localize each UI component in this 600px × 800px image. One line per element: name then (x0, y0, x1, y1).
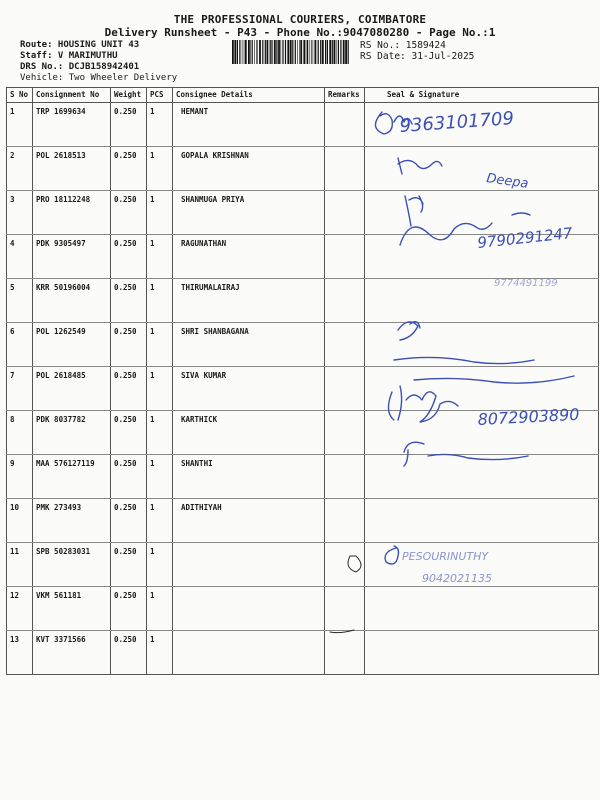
row-weight: 0.250 (111, 103, 147, 147)
row-seal-signature (365, 587, 599, 631)
staff-label: Staff: V MARIMUTHU (20, 51, 118, 61)
handwritten-name-row12: PESOURINUTHY (402, 550, 489, 563)
row-seal-signature (365, 543, 599, 587)
row-remarks (325, 147, 365, 191)
row-pcs: 1 (147, 411, 173, 455)
row-weight: 0.250 (111, 543, 147, 587)
row-consignment-no: PDK 9305497 (33, 235, 111, 279)
row-weight: 0.250 (111, 147, 147, 191)
row-consignee (173, 631, 325, 675)
row-remarks (325, 499, 365, 543)
row-consignee: THIRUMALAIRAJ (173, 279, 325, 323)
table-row (7, 147, 599, 191)
row-remarks (325, 279, 365, 323)
barcode (232, 40, 350, 64)
row-seal-signature (365, 191, 599, 235)
row-sno: 9 (7, 455, 33, 499)
row-sno: 6 (7, 323, 33, 367)
row-weight: 0.250 (111, 631, 147, 675)
row-pcs: 1 (147, 631, 173, 675)
table-row (7, 235, 599, 279)
row-remarks (325, 191, 365, 235)
row-weight: 0.250 (111, 191, 147, 235)
row-consignee: ADITHIYAH (173, 499, 325, 543)
row-consignee: KARTHICK (173, 411, 325, 455)
row-seal-signature (365, 147, 599, 191)
company-name: THE PROFESSIONAL COURIERS, COIMBATORE (173, 13, 427, 26)
row-sno: 8 (7, 411, 33, 455)
row-consignment-no: PDK 8037782 (33, 411, 111, 455)
row-remarks (325, 543, 365, 587)
row-pcs: 1 (147, 587, 173, 631)
handwritten-phone-row12: 9042021135 (422, 572, 492, 585)
row-consignee (173, 543, 325, 587)
row-sno: 5 (7, 279, 33, 323)
table-row (7, 191, 599, 235)
table-row (7, 455, 599, 499)
row-consignee: HEMANT (173, 103, 325, 147)
row-consignee: SHRI SHANBAGANA (173, 323, 325, 367)
row-consignment-no: VKM 561181 (33, 587, 111, 631)
row-sno: 3 (7, 191, 33, 235)
table-row (7, 323, 599, 367)
row-pcs: 1 (147, 455, 173, 499)
row-sno: 10 (7, 499, 33, 543)
row-remarks (325, 235, 365, 279)
rs-number: RS No.: 1589424 (360, 40, 446, 51)
row-consignment-no: PMK 273493 (33, 499, 111, 543)
row-sno: 13 (7, 631, 33, 675)
row-pcs: 1 (147, 191, 173, 235)
row-weight: 0.250 (111, 455, 147, 499)
row-remarks (325, 367, 365, 411)
runsheet-table (6, 87, 599, 675)
table-row (7, 103, 599, 147)
vehicle-type: Vehicle: Two Wheeler Delivery (20, 73, 178, 83)
table-row (7, 411, 599, 455)
handwritten-phone-row8: 8072903890 (477, 404, 580, 429)
table-row (7, 279, 599, 323)
row-consignee: RAGUNATHAN (173, 235, 325, 279)
row-sno: 12 (7, 587, 33, 631)
row-seal-signature (365, 411, 599, 455)
row-sno: 4 (7, 235, 33, 279)
row-seal-signature (365, 279, 599, 323)
row-remarks (325, 103, 365, 147)
row-consignment-no: POL 1262549 (33, 323, 111, 367)
handwritten-phone-row5: 9774491199 (494, 278, 558, 289)
col-header-pcs: PCS (147, 88, 173, 103)
row-consignee (173, 587, 325, 631)
row-seal-signature (365, 103, 599, 147)
row-consignee: SHANMUGA PRIYA (173, 191, 325, 235)
row-seal-signature (365, 499, 599, 543)
row-consignee: SHANTHI (173, 455, 325, 499)
table-row (7, 631, 599, 675)
handwritten-phone-row4: 9790291247 (476, 224, 574, 252)
handwritten-name-row2: Deepa (485, 171, 530, 192)
col-header-consignment: Consignment No (33, 88, 111, 103)
row-consignment-no: PRO 18112248 (33, 191, 111, 235)
row-consignment-no: KVT 3371566 (33, 631, 111, 675)
row-seal-signature (365, 631, 599, 675)
row-pcs: 1 (147, 543, 173, 587)
row-consignment-no: SPB 50283031 (33, 543, 111, 587)
row-weight: 0.250 (111, 279, 147, 323)
col-header-weight: Weight (111, 88, 147, 103)
table-row (7, 367, 599, 411)
row-pcs: 1 (147, 235, 173, 279)
table-row (7, 499, 599, 543)
row-weight: 0.250 (111, 367, 147, 411)
col-header-remarks: Remarks (325, 88, 365, 103)
handwritten-phone-row1: 9363101709 (398, 108, 515, 137)
row-consignee: SIVA KUMAR (173, 367, 325, 411)
row-seal-signature (365, 235, 599, 279)
row-remarks (325, 587, 365, 631)
row-weight: 0.250 (111, 587, 147, 631)
rs-date: RS Date: 31-Jul-2025 (360, 51, 475, 62)
row-remarks (325, 323, 365, 367)
row-seal-signature (365, 323, 599, 367)
col-header-sno: S No (7, 88, 33, 103)
table-row (7, 543, 599, 587)
row-remarks (325, 411, 365, 455)
row-weight: 0.250 (111, 323, 147, 367)
row-sno: 7 (7, 367, 33, 411)
row-sno: 1 (7, 103, 33, 147)
row-remarks (325, 455, 365, 499)
runsheet-title: Delivery Runsheet - P43 - Phone No.:9047080280 - Page No.:1 (104, 26, 496, 39)
row-consignment-no: KRR 50196004 (33, 279, 111, 323)
row-consignment-no: POL 2618513 (33, 147, 111, 191)
row-sno: 11 (7, 543, 33, 587)
row-pcs: 1 (147, 147, 173, 191)
row-consignment-no: POL 2618485 (33, 367, 111, 411)
row-consignee: GOPALA KRISHNAN (173, 147, 325, 191)
row-pcs: 1 (147, 499, 173, 543)
drs-number: DRS No.: DCJB158942401 (20, 62, 140, 72)
row-pcs: 1 (147, 367, 173, 411)
row-pcs: 1 (147, 279, 173, 323)
col-header-consignee: Consignee Details (173, 88, 325, 103)
col-header-seal: Seal & Signature (365, 88, 599, 103)
row-consignment-no: TRP 1699634 (33, 103, 111, 147)
row-pcs: 1 (147, 323, 173, 367)
row-weight: 0.250 (111, 235, 147, 279)
row-consignment-no: MAA 576127119 (33, 455, 111, 499)
table-header-row (7, 88, 599, 103)
route-label: Route: HOUSING UNIT 43 (20, 40, 140, 50)
row-weight: 0.250 (111, 411, 147, 455)
row-remarks (325, 631, 365, 675)
row-pcs: 1 (147, 103, 173, 147)
row-seal-signature (365, 367, 599, 411)
table-row (7, 587, 599, 631)
row-seal-signature (365, 455, 599, 499)
row-sno: 2 (7, 147, 33, 191)
row-weight: 0.250 (111, 499, 147, 543)
